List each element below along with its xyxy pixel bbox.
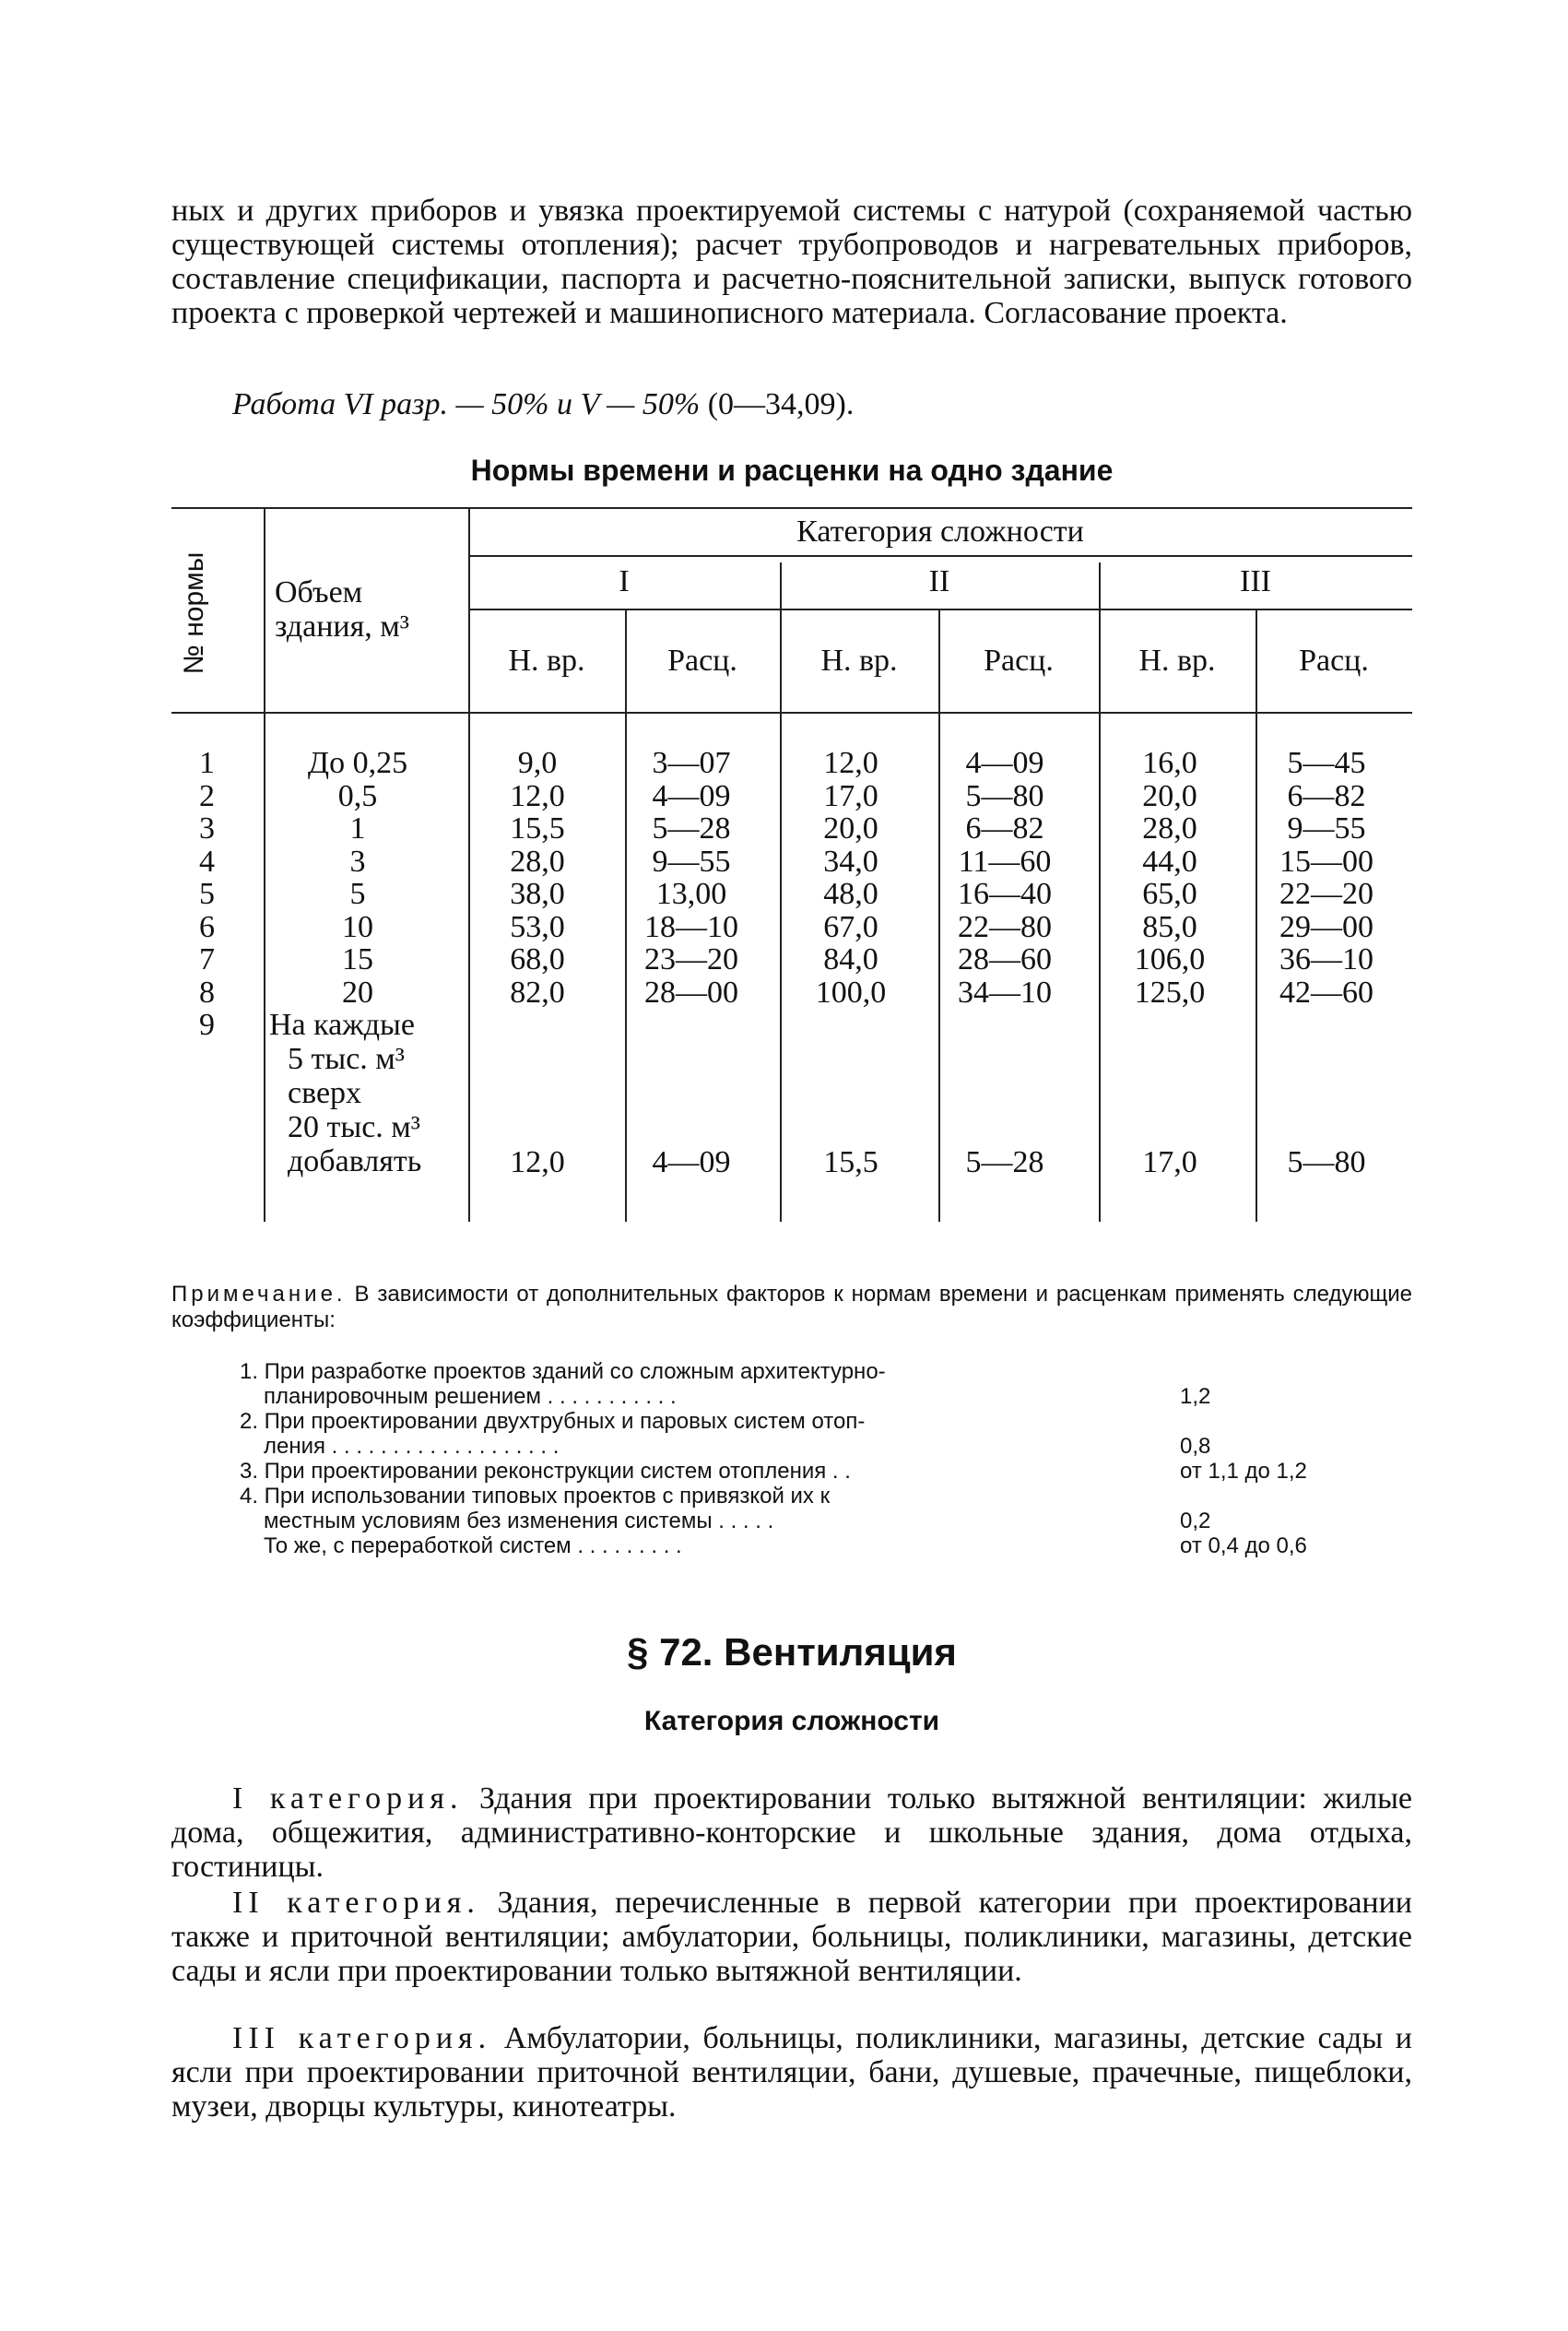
volume-header-line-1: Объем xyxy=(275,575,363,609)
norms-table xyxy=(171,507,1412,1222)
sub-header-2: Расц. xyxy=(667,644,737,678)
value-column-4 xyxy=(940,747,1069,1009)
value-cell: 84,0 xyxy=(823,942,878,976)
volume-cell: 5 xyxy=(349,877,366,911)
coefficient-value: 1,2 xyxy=(1180,1384,1211,1409)
section-title: § 72. Вентиляция xyxy=(627,1630,957,1674)
sub-header-4: Расц. xyxy=(984,644,1054,678)
value-cell: 34—10 xyxy=(958,975,1052,1010)
row-number: 3 xyxy=(199,811,215,846)
value-cell: 16—40 xyxy=(958,877,1052,911)
value-cell: 12,0 xyxy=(823,746,878,780)
value-cell: 125,0 xyxy=(1134,975,1206,1010)
value-cell: 5—28 xyxy=(652,811,731,846)
value-column-3 xyxy=(782,747,920,1009)
value-cell: 5—45 xyxy=(1287,746,1366,780)
value-cell: 100,0 xyxy=(815,975,887,1010)
value-cell: 42—60 xyxy=(1279,975,1373,1010)
group-header-3: III xyxy=(1240,564,1271,598)
category-2-text: Здания, перечисленные в первой категории при проектировании также и приточной вентиляции; амбулатории, больницы, поликлиники, магазины, детские сады и ясли при проектировании только вытяжной вентиляции. xyxy=(171,1886,1413,1988)
row-number: 7 xyxy=(199,942,215,976)
volume-cell: 0,5 xyxy=(337,778,378,813)
volume-header-line-2: здания, м³ xyxy=(275,609,409,644)
value-cell: 4—09 xyxy=(965,746,1044,780)
coefficient-value: 0,2 xyxy=(1180,1509,1211,1533)
coefficient-line: То же, с переработкой систем . . . . . . . . . xyxy=(264,1533,682,1558)
row-number: 9 xyxy=(199,1008,215,1042)
value-cell: 9,0 xyxy=(517,746,558,780)
volume-cell: До 0,25 xyxy=(307,746,408,780)
group-header-1: I xyxy=(619,564,630,598)
value-cell: 13,00 xyxy=(655,877,727,911)
value-cell: 22—20 xyxy=(1279,877,1373,911)
value-cell: 28,0 xyxy=(1142,811,1197,846)
sub-header-3: Н. вр. xyxy=(820,644,898,678)
volume-header xyxy=(264,575,479,644)
volume-cell: 1 xyxy=(349,811,366,846)
volume-row-9-line: На каждые xyxy=(269,1008,415,1042)
value-cell: 6—82 xyxy=(1287,778,1366,813)
category-rule xyxy=(468,555,1412,557)
subsection-title: Категория сложности xyxy=(643,1706,940,1736)
work-rate: Работа VI разр. — 50% и V — 50% xyxy=(232,387,701,421)
coefficient-value: от 1,1 до 1,2 xyxy=(1180,1459,1307,1484)
row-number: 5 xyxy=(199,877,215,911)
value-cell: 36—10 xyxy=(1279,942,1373,976)
value-cell: 9—55 xyxy=(652,844,731,879)
value-cell: 106,0 xyxy=(1134,942,1206,976)
value-cell: 3—07 xyxy=(652,746,731,780)
coefficient-value: 0,8 xyxy=(1180,1434,1211,1459)
value-cell: 15—00 xyxy=(1279,844,1373,879)
value-column-1 xyxy=(468,747,607,1009)
value-cell: 85,0 xyxy=(1142,909,1197,944)
value-cell: 4—09 xyxy=(652,778,731,813)
row-number: 4 xyxy=(199,844,215,879)
value-cell: 15,5 xyxy=(510,811,565,846)
sub-header-1: Н. вр. xyxy=(508,644,585,678)
group-rule xyxy=(468,609,1412,610)
value-cell: 28,0 xyxy=(510,844,565,879)
volume-cell: 10 xyxy=(342,909,373,944)
volume-row-9-line: 5 тыс. м³ xyxy=(288,1042,406,1076)
note-paragraph xyxy=(171,1282,1412,1333)
coefficient-line: местным условиям без изменения системы . . . . . xyxy=(264,1509,774,1533)
norm-number-header: № нормы xyxy=(179,551,209,675)
work-line xyxy=(232,387,854,422)
value-cell: 9—55 xyxy=(1287,811,1366,846)
value-cell: 5—80 xyxy=(965,778,1044,813)
value-cell: 68,0 xyxy=(510,942,565,976)
value-cell: 67,0 xyxy=(823,909,878,944)
value-cell: 48,0 xyxy=(823,877,878,911)
row-9-value-5: 17,0 xyxy=(1142,1145,1197,1179)
note-lead: Примечание. xyxy=(171,1282,347,1307)
coefficient-line: 2. При проектировании двухтрубных и паровых систем отоп- xyxy=(240,1409,866,1434)
row-9-value-4: 5—28 xyxy=(965,1145,1044,1179)
row-number-column xyxy=(199,747,236,1042)
header-bottom-rule xyxy=(171,712,1412,714)
category-3-paragraph xyxy=(171,2021,1412,2124)
group-header-2: II xyxy=(928,564,950,598)
row-9-value-1: 12,0 xyxy=(510,1145,565,1179)
volume-cell: 20 xyxy=(342,975,373,1010)
value-cell: 16,0 xyxy=(1142,746,1197,780)
value-cell: 44,0 xyxy=(1142,844,1197,879)
value-cell: 6—82 xyxy=(965,811,1044,846)
intro-paragraph: ных и других приборов и увязка проектируемой системы с натурой (сохраняемой частью существующей системы отопления); расчет трубопроводов и нагревательных приборов, составление спецификации, паспорта и расчетно-пояснительной записки, выпуск готового проекта с проверкой чертежей и машинописного материала. Согласование проекта. xyxy=(171,194,1412,330)
volume-row-9-line: добавлять xyxy=(288,1144,422,1178)
coefficient-line: 3. При проектировании реконструкции систем отопления . . xyxy=(240,1459,851,1484)
category-3-label: III категория. xyxy=(232,2021,492,2055)
note-text: В зависимости от дополнительных факторов к нормам времени и расценкам применять следующие коэффициенты: xyxy=(171,1282,1412,1332)
value-cell: 29—00 xyxy=(1279,909,1373,944)
value-column-6 xyxy=(1257,747,1396,1009)
coefficient-line: 1. При разработке проектов зданий со сложным архитектурно- xyxy=(240,1359,886,1384)
volume-row-9-line: сверх xyxy=(288,1076,362,1110)
row-number: 8 xyxy=(199,975,215,1010)
category-2-paragraph xyxy=(171,1886,1412,1988)
volume-cell: 15 xyxy=(342,942,373,976)
value-cell: 28—60 xyxy=(958,942,1052,976)
value-cell: 53,0 xyxy=(510,909,565,944)
category-header: Категория сложности xyxy=(796,515,1084,549)
volume-column xyxy=(265,747,450,1009)
value-cell: 11—60 xyxy=(958,844,1052,879)
volume-row-9 xyxy=(269,1008,421,1178)
row-9-value-2: 4—09 xyxy=(652,1145,731,1179)
row-9-value-3: 15,5 xyxy=(823,1145,878,1179)
value-cell: 12,0 xyxy=(510,778,565,813)
table-top-rule xyxy=(171,507,1412,509)
category-1-label: I категория. xyxy=(232,1781,464,1816)
row-number: 2 xyxy=(199,778,215,813)
sub-header-5: Н. вр. xyxy=(1138,644,1216,678)
value-cell: 28—00 xyxy=(644,975,738,1010)
value-column-2 xyxy=(627,747,756,1009)
category-3-text: Амбулатории, больницы, поликлиники, магазины, детские сады и ясли при проектировании приточной вентиляции, бани, душевые, прачечные, пищеблоки, музеи, дворцы культуры, кинотеатры. xyxy=(171,2021,1412,2124)
coefficient-line: 4. При использовании типовых проектов с привязкой их к xyxy=(240,1484,831,1509)
category-1-text: Здания при проектировании только вытяжной вентиляции: жилые дома, общежития, административно-конторские и школьные здания, дома отдыха, гостиницы. xyxy=(171,1781,1412,1884)
category-1-paragraph xyxy=(171,1781,1412,1884)
coefficient-value: от 0,4 до 0,6 xyxy=(1180,1533,1307,1558)
row-number: 6 xyxy=(199,909,215,944)
value-cell: 82,0 xyxy=(510,975,565,1010)
table-title: Нормы времени и расценки на одно здание xyxy=(470,454,1114,487)
value-cell: 20,0 xyxy=(823,811,878,846)
volume-row-9-line: 20 тыс. м³ xyxy=(288,1110,421,1144)
work-code: (0—34,09). xyxy=(707,387,855,421)
sub-header-6: Расц. xyxy=(1299,644,1369,678)
coefficient-line: ления . . . . . . . . . . . . . . . . . . . xyxy=(264,1434,560,1459)
value-cell: 22—80 xyxy=(958,909,1052,944)
value-cell: 18—10 xyxy=(644,909,738,944)
coefficient-line: планировочным решением . . . . . . . . . . . xyxy=(264,1384,677,1409)
value-cell: 38,0 xyxy=(510,877,565,911)
value-cell: 17,0 xyxy=(823,778,878,813)
category-2-label: II категория. xyxy=(232,1886,480,1920)
value-cell: 34,0 xyxy=(823,844,878,879)
value-cell: 20,0 xyxy=(1142,778,1197,813)
value-cell: 23—20 xyxy=(644,942,738,976)
row-number: 1 xyxy=(199,746,215,780)
row-9-value-6: 5—80 xyxy=(1287,1145,1366,1179)
value-column-5 xyxy=(1101,747,1239,1009)
value-cell: 65,0 xyxy=(1142,877,1197,911)
volume-cell: 3 xyxy=(349,844,366,879)
